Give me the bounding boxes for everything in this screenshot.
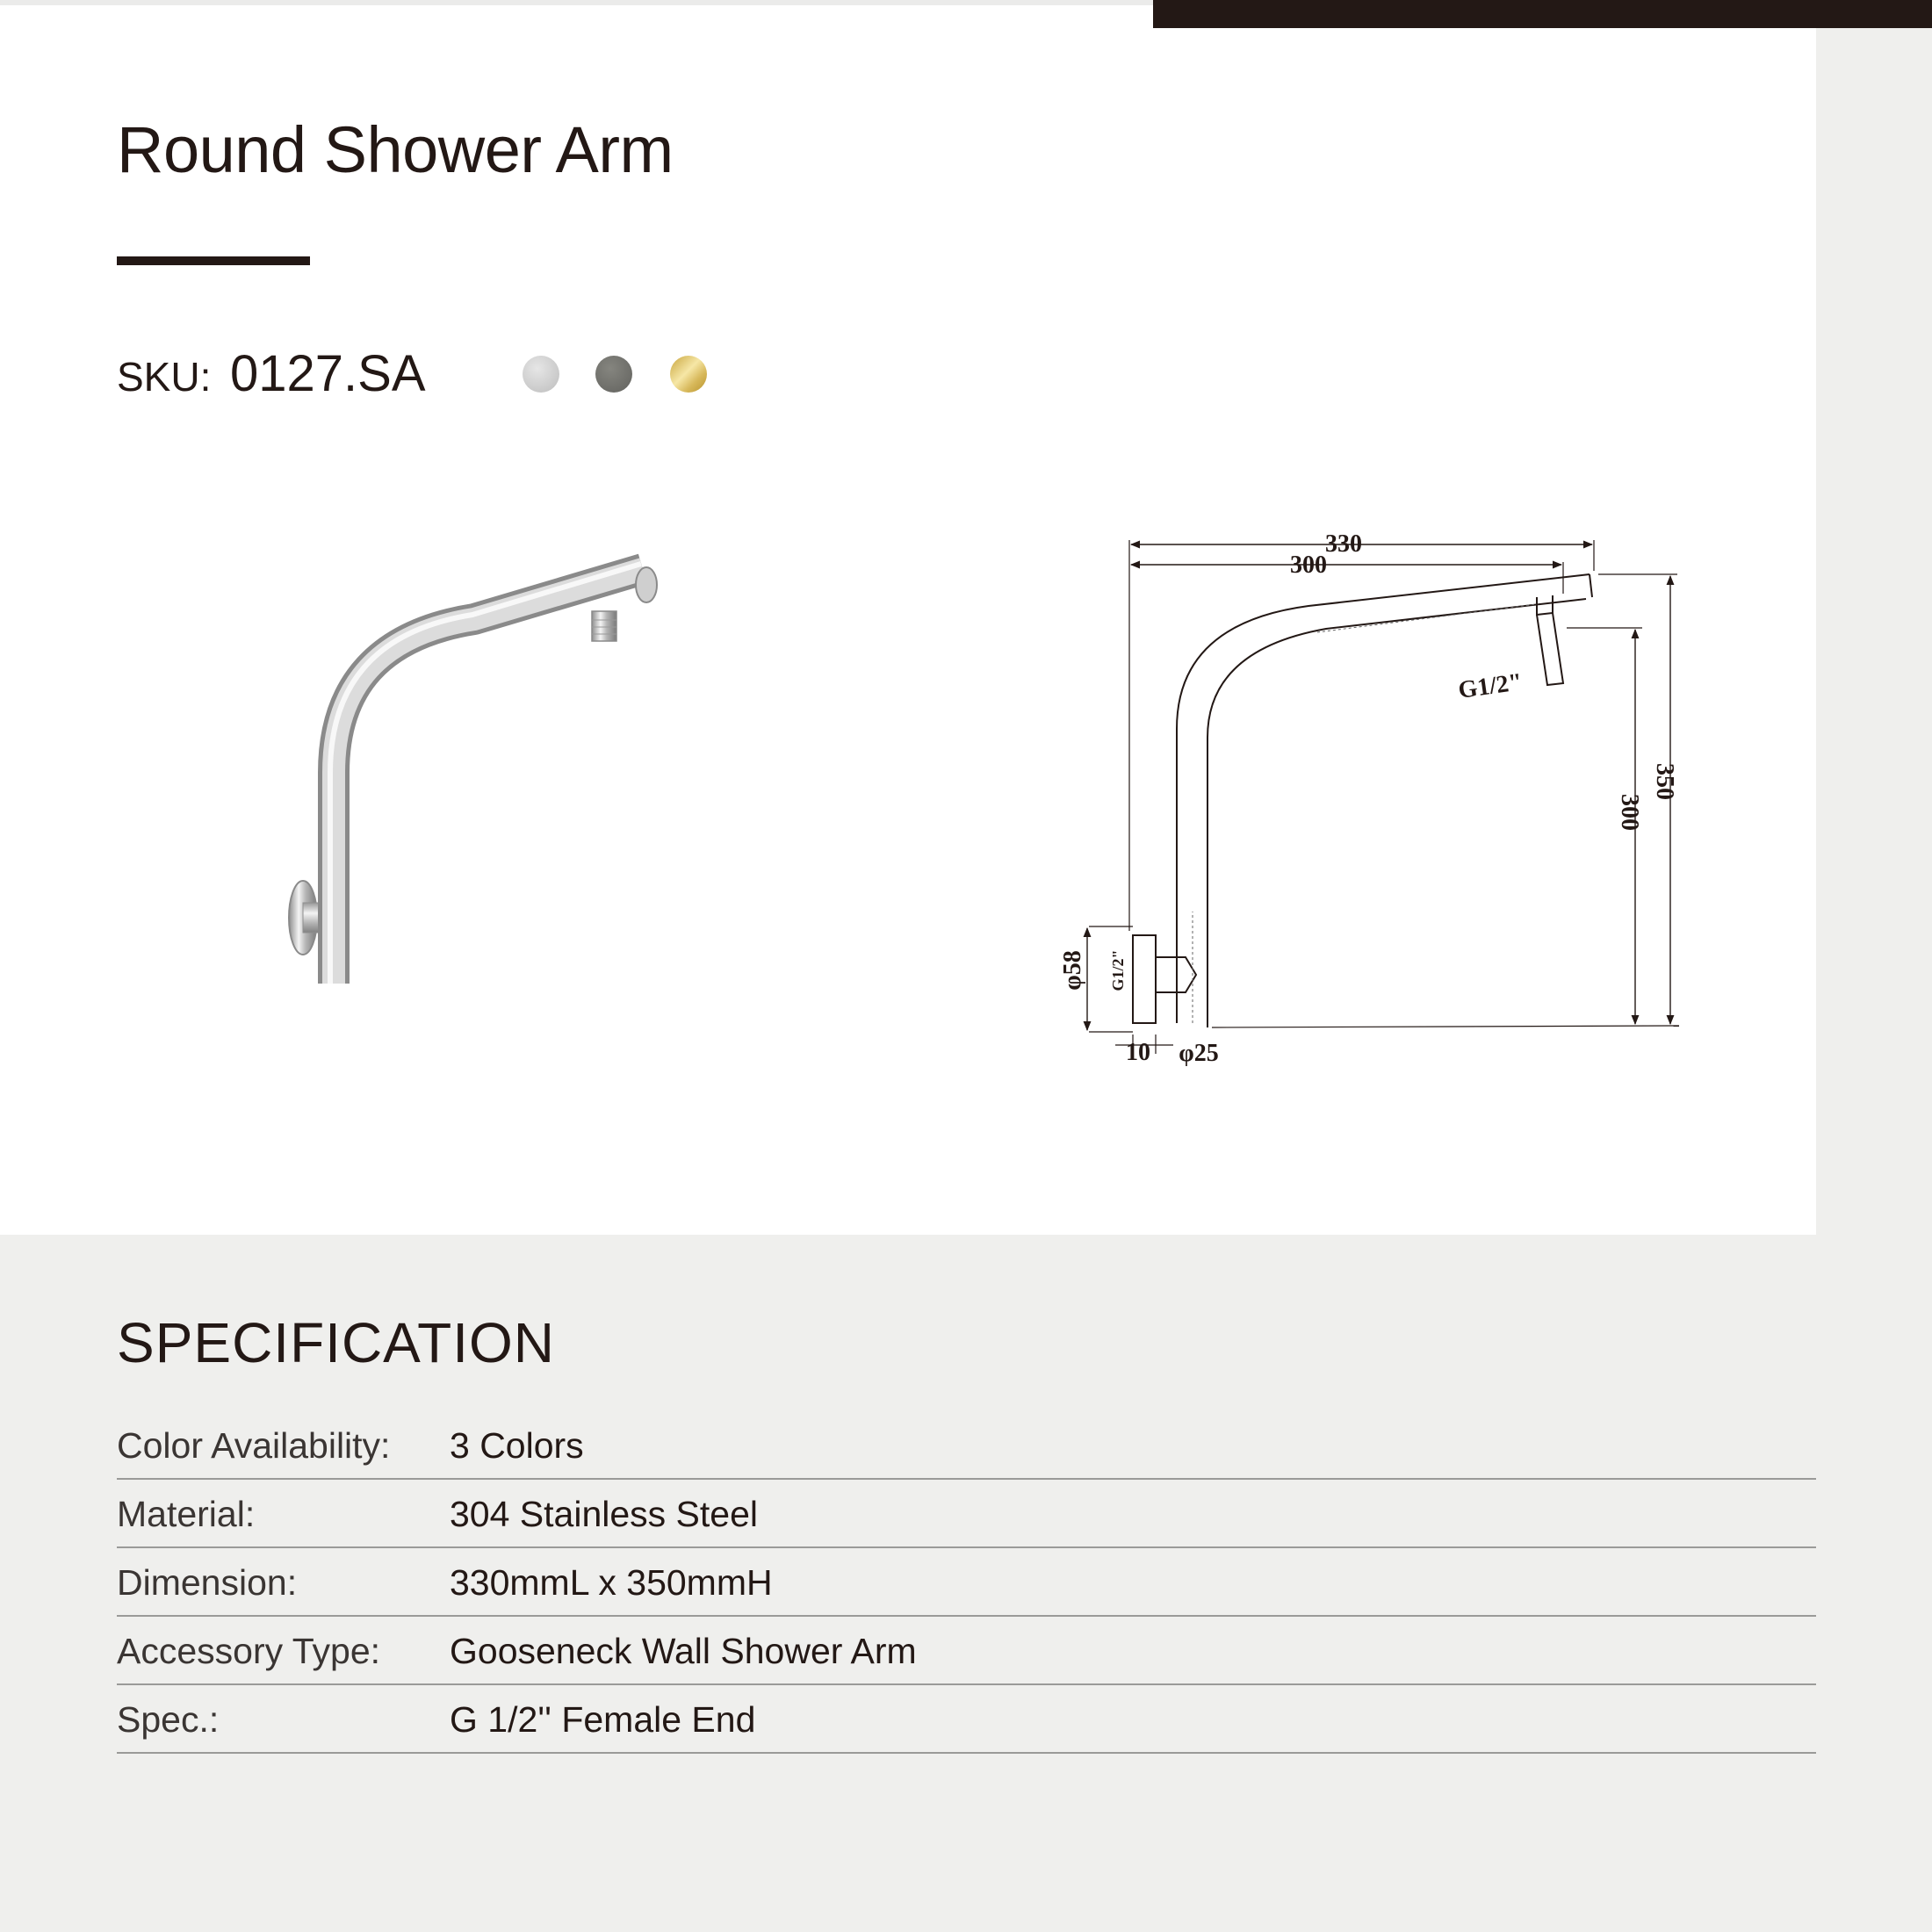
spec-label: Material: xyxy=(117,1494,256,1534)
spec-value: 3 Colors xyxy=(450,1425,584,1466)
dim-label-outlet-thread: G1/2" xyxy=(1456,668,1525,704)
swatch-gunmetal[interactable] xyxy=(595,356,632,393)
swatch-brushed-gold[interactable] xyxy=(670,356,707,393)
flange-outline xyxy=(1133,935,1156,1023)
spec-label: Accessory Type: xyxy=(117,1631,381,1671)
spec-value: G 1/2'' Female End xyxy=(450,1699,756,1740)
spec-value: 304 Stainless Steel xyxy=(450,1494,759,1534)
dim-label-inlet-thread: G1/2" xyxy=(1109,949,1127,991)
product-title: Round Shower Arm xyxy=(117,113,674,186)
outlet-nipple xyxy=(592,611,616,641)
dim-label-300-side: 300 xyxy=(1616,794,1643,831)
swatch-chrome[interactable] xyxy=(523,356,559,393)
top-strip xyxy=(0,0,1153,5)
specification-heading: SPECIFICATION xyxy=(117,1311,555,1374)
technical-drawing xyxy=(1045,518,1712,1186)
dim-label-pipe-diameter: φ25 xyxy=(1179,1040,1219,1067)
dim-label-300-top: 300 xyxy=(1290,551,1327,579)
spec-value: 330mmL x 350mmH xyxy=(450,1562,773,1603)
spec-row xyxy=(117,1685,1816,1754)
spec-row xyxy=(117,1617,1816,1685)
spec-row xyxy=(117,1480,1816,1548)
spec-row xyxy=(117,1411,1816,1480)
spec-label: Spec.: xyxy=(117,1699,220,1740)
dim-label-330: 330 xyxy=(1325,530,1362,558)
arm-end-cap xyxy=(636,567,657,602)
title-underline xyxy=(117,256,310,265)
spec-value: Gooseneck Wall Shower Arm xyxy=(450,1631,917,1671)
arm-outline-outer xyxy=(1177,574,1590,1023)
product-photo xyxy=(263,544,685,1001)
dim-label-350: 350 xyxy=(1651,763,1678,800)
arm-outline-inner xyxy=(1208,599,1586,1027)
sku-value: 0127.SA xyxy=(230,345,426,402)
specification-table xyxy=(117,1411,1816,1754)
top-accent-bar xyxy=(1153,0,1932,28)
spec-label: Dimension: xyxy=(117,1562,298,1603)
sku-label: SKU: xyxy=(117,354,212,400)
spec-label: Color Availability: xyxy=(117,1425,391,1466)
dim-label-flange-depth: 10 xyxy=(1126,1039,1150,1066)
spec-row xyxy=(117,1548,1816,1617)
dim-label-flange-diameter: φ58 xyxy=(1059,950,1086,991)
